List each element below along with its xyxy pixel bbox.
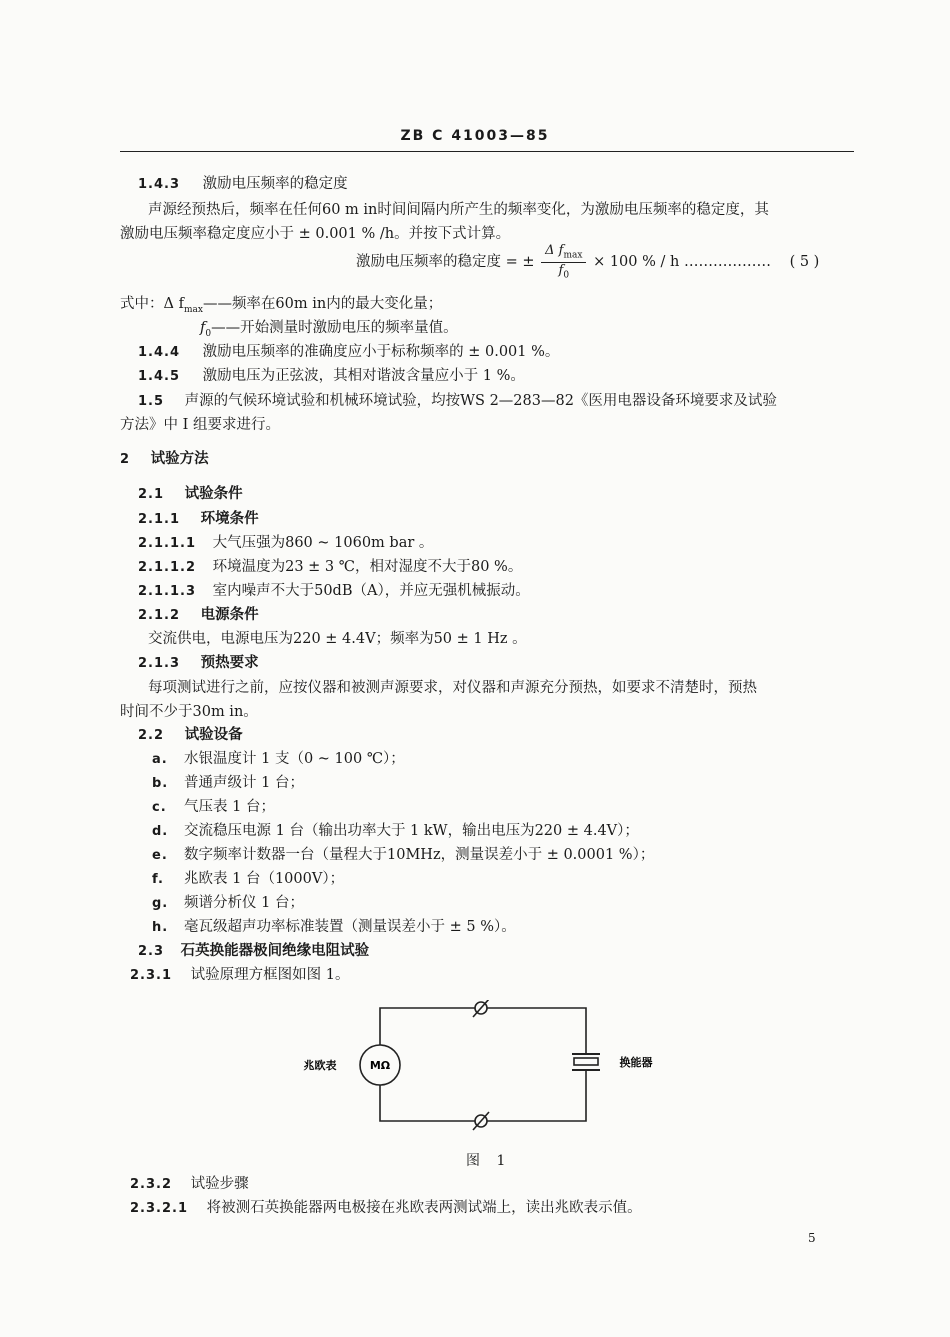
section-number: 1.4.4 [138, 345, 181, 360]
section-text: 声源的气候环境试验和机械环境试验，均按WS 2—283—82《医用电器设备环境要求及试验 [184, 393, 777, 409]
section-2-1-heading [138, 482, 243, 503]
item-text: 数字频率计数器一台（量程大于10MHz，测量误差小于 ± 0.0001 %）； [184, 847, 655, 863]
section-number: 2.3.2.1 [130, 1201, 188, 1216]
where-description: ——频率在60m in内的最大变化量； [202, 296, 443, 312]
equipment-item [152, 819, 639, 840]
section-number: 1.4.3 [138, 177, 181, 192]
figure-caption: 图 1 [466, 1153, 512, 1169]
section-title: 试验设备 [184, 726, 243, 743]
section-2-3-2-1 [130, 1196, 642, 1217]
section-number: 2.1.3 [138, 656, 181, 671]
section-number: 2.1.1.2 [138, 560, 196, 575]
page-number: 5 [808, 1231, 816, 1245]
paragraph-line: 方法》中 I 组要求进行。 [120, 417, 280, 433]
where-symbol: 式中：Δ f [120, 296, 184, 312]
section-title: 试验条件 [184, 485, 243, 502]
item-label: h. [152, 920, 169, 935]
section-number: 2.3 [138, 944, 165, 959]
equipment-item [152, 867, 344, 888]
paragraph-line: 声源经预热后，频率在任何60 m in时间间隔内所产生的频率变化，为激励电压频率的稳定度，其 [148, 202, 769, 218]
where-symbol-sub: 0 [205, 328, 212, 339]
section-title: 环境条件 [200, 510, 259, 527]
section-number: 1.5 [138, 394, 165, 409]
section-2-2-heading [138, 723, 243, 744]
equipment-item [152, 843, 654, 864]
item-text: 毫瓦级超声功率标准装置（测量误差小于 ± 5 %）。 [184, 919, 516, 935]
section-title: 电源条件 [200, 606, 259, 623]
item-text: 普通声级计 1 台； [184, 775, 304, 791]
section-2-3-2-heading [130, 1172, 249, 1193]
equipment-item [152, 795, 275, 816]
item-label: d. [152, 824, 169, 839]
where-line-1 [120, 292, 442, 315]
item-label: f. [152, 872, 164, 887]
section-2-3-1 [130, 963, 349, 984]
section-number: 2.1.1.3 [138, 584, 196, 599]
meter-symbol: MΩ [369, 1059, 391, 1072]
section-text: 环境温度为23 ± 3 ℃，相对湿度不大于80 %。 [212, 559, 523, 575]
meter-label: 兆欧表 [303, 1059, 337, 1072]
section-text: 大气压强为860 ~ 1060m bar 。 [212, 535, 434, 551]
figure-1-circuit [280, 1000, 700, 1145]
paragraph-line: 时间不少于30m in。 [120, 704, 258, 720]
formula-5 [356, 244, 819, 280]
section-number: 2 [120, 452, 131, 467]
equipment-item [152, 891, 304, 912]
section-title: 试验步骤 [190, 1176, 249, 1192]
transducer-label: 换能器 [619, 1056, 653, 1069]
section-number: 1.4.5 [138, 369, 181, 384]
where-line-2 [200, 316, 458, 339]
equipment-item [152, 771, 304, 792]
section-text: 室内噪声不大于50dB（A），并应无强机械振动。 [212, 583, 530, 599]
section-number: 2.1.1.1 [138, 536, 196, 551]
formula-numerator: Δ f [545, 243, 564, 258]
formula-denominator: f [558, 262, 564, 278]
item-text: 水银温度计 1 支（0 ~ 100 ℃）； [184, 751, 405, 767]
formula-numerator-sub: max [563, 250, 583, 261]
section-title: 激励电压频率的稳定度 [202, 176, 348, 192]
section-2-1-2-heading [138, 603, 259, 624]
paragraph-line: 交流供电，电源电压为220 ± 4.4V；频率为50 ± 1 Hz 。 [148, 631, 527, 647]
item-label: e. [152, 848, 168, 863]
item-text: 气压表 1 台； [184, 799, 275, 815]
item-label: g. [152, 896, 169, 911]
paragraph-line: 激励电压频率稳定度应小于 ± 0.001 % /h。并按下式计算。 [120, 226, 511, 242]
section-2-1-3-heading [138, 651, 259, 672]
formula-right: × 100 % / h ……………… [593, 253, 771, 270]
formula-denominator-sub: 0 [563, 270, 570, 281]
section-number: 2.1.2 [138, 608, 181, 623]
section-title: 预热要求 [200, 654, 259, 671]
where-description: ——开始测量时激励电压的频率量值。 [211, 320, 458, 336]
formula-left: 激励电压频率的稳定度 = ± [356, 253, 535, 270]
item-text: 频谱分析仪 1 台； [184, 895, 304, 911]
section-text: 激励电压频率的准确度应小于标称频率的 ± 0.001 %。 [202, 344, 560, 360]
equipment-item [152, 915, 516, 936]
section-text: 激励电压为正弦波，其相对谐波含量应小于 1 %。 [202, 368, 525, 384]
document-header: ZB C 41003—85 [400, 128, 550, 144]
section-2-1-1-3 [138, 579, 530, 600]
item-text: 交流稳压电源 1 台（输出功率大于 1 kW，输出电压为220 ± 4.4V）； [184, 823, 639, 839]
section-1-4-5 [138, 364, 525, 385]
section-2-heading [120, 447, 209, 468]
section-number: 2.1.1 [138, 512, 181, 527]
section-1-5 [138, 389, 777, 410]
bottom-wire [380, 1077, 586, 1121]
section-title: 试验方法 [150, 450, 209, 467]
item-text: 兆欧表 1 台（1000V）； [184, 871, 345, 887]
section-text: 试验原理方框图如图 1。 [190, 967, 350, 983]
header-rule [120, 151, 854, 152]
section-2-1-1-heading [138, 507, 259, 528]
section-1-4-3-heading [138, 172, 348, 193]
item-label: a. [152, 752, 168, 767]
transducer-crystal [574, 1058, 598, 1065]
section-number: 2.1 [138, 487, 165, 502]
paragraph-line: 每项测试进行之前，应按仪器和被测声源要求，对仪器和声源充分预热，如要求不清楚时，预热 [148, 680, 757, 696]
section-1-4-4 [138, 340, 559, 361]
formula-fraction [541, 244, 586, 280]
item-label: b. [152, 776, 169, 791]
formula-number: ( 5 ) [789, 253, 820, 270]
where-symbol-sub: max [183, 304, 203, 315]
where-symbol: f [200, 320, 206, 336]
section-number: 2.2 [138, 728, 165, 743]
item-label: c. [152, 800, 167, 815]
equipment-item [152, 747, 405, 768]
section-number: 2.3.2 [130, 1177, 173, 1192]
section-text: 将被测石英换能器两电极接在兆欧表两测试端上，读出兆欧表示值。 [206, 1200, 642, 1216]
section-title: 石英换能器极间绝缘电阻试验 [180, 942, 370, 959]
section-2-1-1-2 [138, 555, 522, 576]
section-2-1-1-1 [138, 531, 433, 552]
section-number: 2.3.1 [130, 968, 173, 983]
section-2-3-heading [138, 939, 369, 960]
